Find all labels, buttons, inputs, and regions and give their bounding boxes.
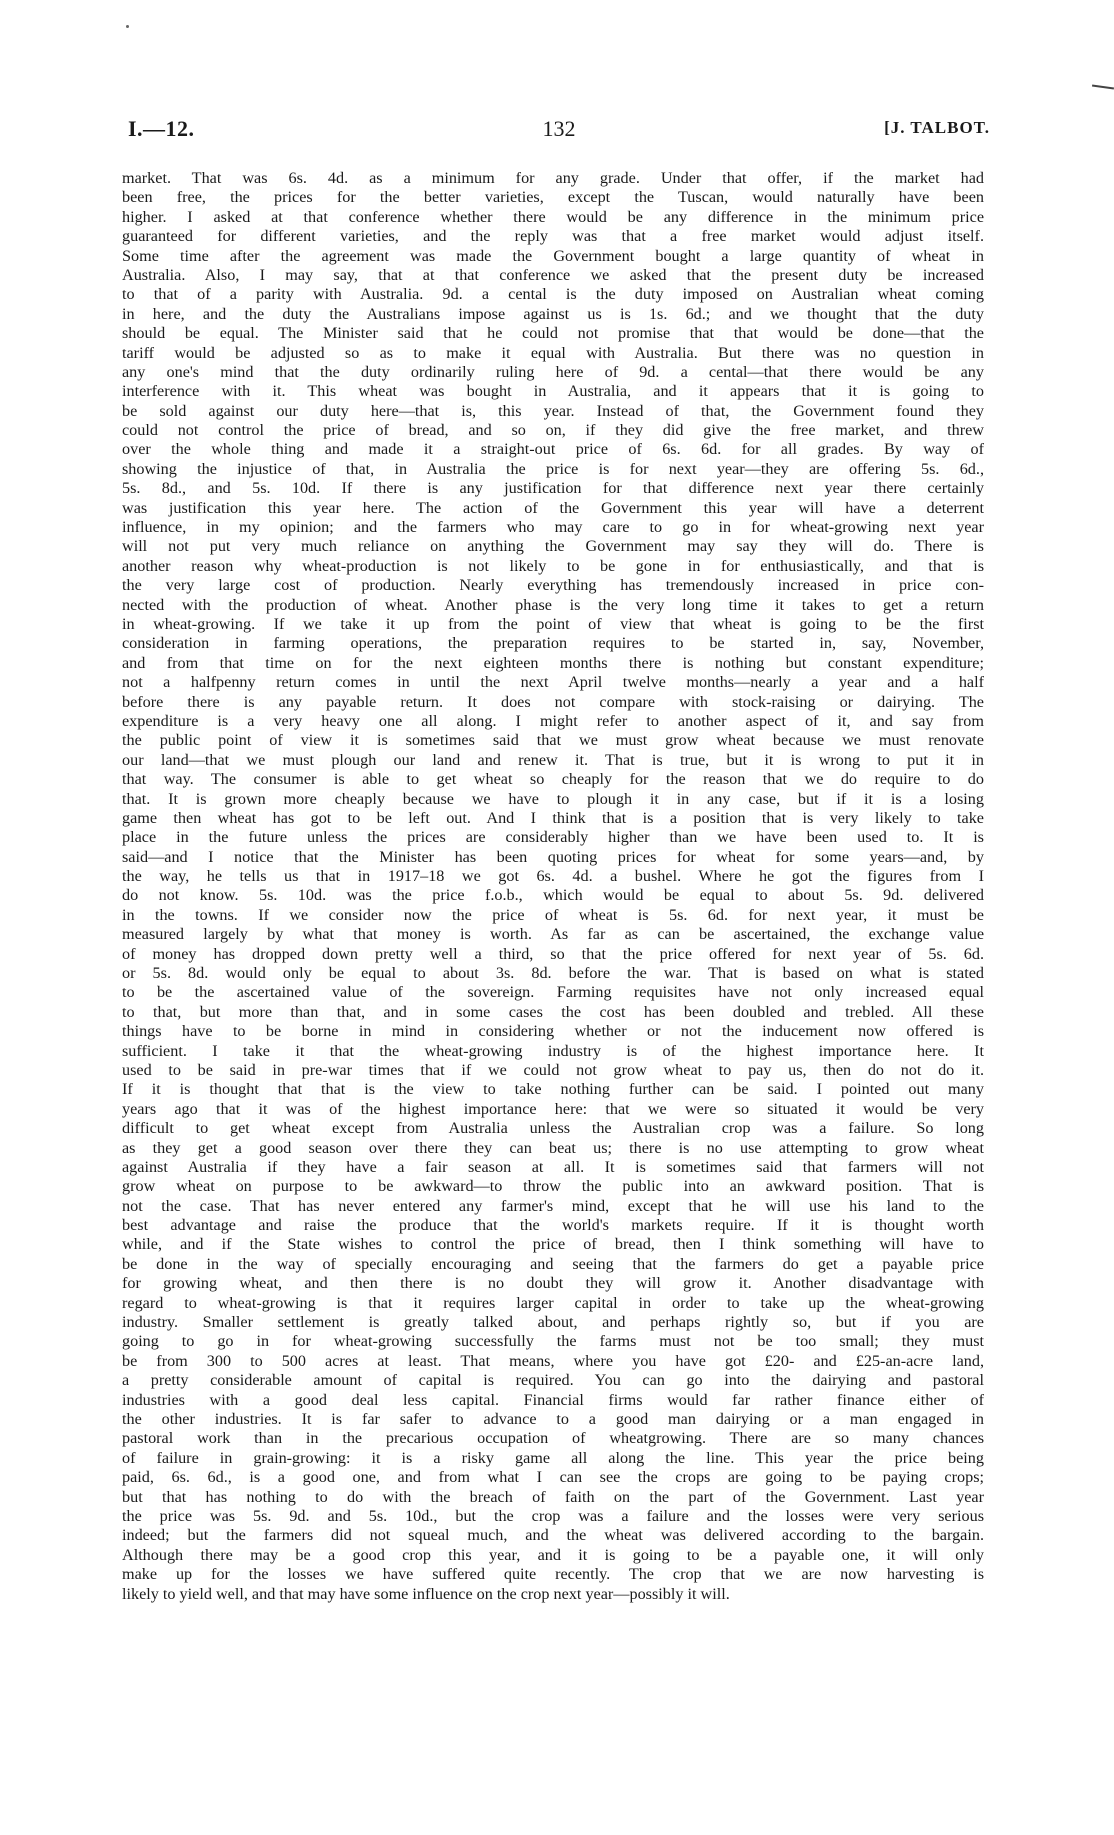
text-line: for growing wheat, and then there is no doubt they will grow it. Another disadvantage with	[122, 1274, 984, 1293]
text-line: do not know. 5s. 10d. was the price f.o.b., which would be equal to about 5s. 9d. delivered	[122, 886, 984, 905]
text-line: any one's mind that the duty ordinarily ruling here of 9d. a cental—that there would be any	[122, 362, 984, 381]
text-line: the public point of view it is sometimes said that we must grow wheat because we must renovate	[122, 731, 984, 750]
text-line: of failure in grain-growing: it is a risky game all along the line. This year the price being	[122, 1448, 984, 1467]
text-line: market. That was 6s. 4d. as a minimum for any grade. Under that offer, if the market had	[122, 169, 984, 187]
text-line: of money has dropped down pretty well a third, so that the price offered for next year of 5s. 6d.	[122, 944, 984, 963]
text-line: against Australia if they have a fair season at all. It is sometimes said that farmers will not	[122, 1157, 984, 1176]
document-reference: I.—12.	[128, 116, 195, 141]
text-line: make up for the losses we have suffered quite recently. The crop that we are now harvesting is	[122, 1565, 984, 1584]
text-line: in here, and the duty the Australians impose against us is 1s. 6d.; and we thought that the duty	[122, 304, 984, 323]
text-line: be from 300 to 500 acres at least. That means, where you have got £20- and £25-an-acre land,	[122, 1351, 984, 1370]
text-line: best advantage and raise the produce that the world's markets require. If it is thought worth	[122, 1216, 984, 1235]
text-line: game then wheat has got to be left out. And I think that is a position that is very likely to take	[122, 808, 984, 827]
body-text	[122, 169, 984, 1604]
text-line: to that, but more than that, and in some cases the cost has been doubled and trebled. All these	[122, 1002, 984, 1021]
text-line: nected with the production of wheat. Another phase is the very long time it takes to get a return	[122, 595, 984, 614]
text-line: years ago that it was of the highest importance here: that we were so situated it would be very	[122, 1099, 984, 1118]
text-line: be done in the way of specially encouraging and seeing that the farmers do get a payable price	[122, 1254, 984, 1273]
text-line: difficult to get wheat except from Australia unless the Australian crop was a failure. So long	[122, 1119, 984, 1138]
text-line: to that of a parity with Australia. 9d. a cental is the duty imposed on Australian wheat coming	[122, 285, 984, 304]
text-line: Some time after the agreement was made the Government bought a large quantity of wheat in	[122, 246, 984, 265]
text-line: influence, in my opinion; and the farmers who may care to go in for wheat-growing next year	[122, 518, 984, 537]
text-line: sufficient. I take it that the wheat-growing industry is of the highest importance here. It	[122, 1041, 984, 1060]
text-line: that way. The consumer is able to get wheat so cheaply for the reason that we do require to do	[122, 770, 984, 789]
speaker-name: [J. TALBOT.	[884, 118, 990, 137]
text-line: not a halfpenny return comes in until the next April twelve months—nearly a year and a half	[122, 673, 984, 692]
text-line: while, and if the State wishes to control the price of bread, then I think something will have to	[122, 1235, 984, 1254]
text-line: things have to be borne in mind in considering whether or not the inducement now offered is	[122, 1022, 984, 1041]
text-line: our land—that we must plough our land and renew it. That is true, but it is wrong to put it in	[122, 750, 984, 769]
text-line: said—and I notice that the Minister has been quoting prices for wheat for some years—and, by	[122, 847, 984, 866]
scan-speck	[126, 25, 129, 28]
text-line: and from that time on for the next eighteen months there is nothing but constant expenditure;	[122, 653, 984, 672]
text-line: indeed; but the farmers did not squeal much, and the wheat was delivered according to the bargain.	[122, 1526, 984, 1545]
page-number: 132	[542, 116, 576, 141]
text-line: grow wheat on purpose to be awkward—to throw the public into an awkward position. That is	[122, 1177, 984, 1196]
text-line: was justification this year here. The action of the Government this year will have a deterrent	[122, 498, 984, 517]
text-line: the way, he tells us that in 1917–18 we got 6s. 4d. a bushel. Where he got the figures from I	[122, 867, 984, 886]
text-line: not the case. That has never entered any farmer's mind, except that he will use his land to the	[122, 1196, 984, 1215]
text-line: consideration in farming operations, the preparation requires to be started in, say, November,	[122, 634, 984, 653]
text-line: tariff would be adjusted so as to make it equal with Australia. But there was no question in	[122, 343, 984, 362]
text-line: a pretty considerable amount of capital is required. You can go into the dairying and pastoral	[122, 1371, 984, 1390]
text-line: should be equal. The Minister said that he could not promise that that would be done—that the	[122, 324, 984, 343]
text-line: as they get a good season over there they can beat us; there is no use attempting to grow wheat	[122, 1138, 984, 1157]
text-line: be sold against our duty here—that is, this year. Instead of that, the Government found they	[122, 401, 984, 420]
text-line: used to be said in pre-war times that if we could not grow wheat to pay us, then do not do it.	[122, 1060, 984, 1079]
text-line: Australia. Also, I may say, that at that conference we asked that the present duty be increased	[122, 265, 984, 284]
text-line: industries with a good deal less capital. Financial firms would far rather finance either of	[122, 1390, 984, 1409]
text-line: the price was 5s. 9d. and 5s. 10d., but the crop was a failure and the losses were very serious	[122, 1506, 984, 1525]
text-line: going to go in for wheat-growing successfully the farms must not be too small; they must	[122, 1332, 984, 1351]
text-line: before there is any payable return. It does not compare with stock-raising or dairying. The	[122, 692, 984, 711]
text-line: to be the ascertained value of the sovereign. Farming requisites have not only increased equal	[122, 983, 984, 1002]
text-line: or 5s. 8d. would only be equal to about 3s. 8d. before the war. That is based on what is stated	[122, 964, 984, 983]
text-line: the other industries. It is far safer to advance to a good man dairying or a man engaged in	[122, 1410, 984, 1428]
text-line: that. It is grown more cheaply because we have to plough it in any case, but if it is a losing	[122, 789, 984, 808]
text-line: in the towns. If we consider now the price of wheat is 5s. 6d. for next year, it must be	[122, 905, 984, 924]
text-line: but that has nothing to do with the breach of faith on the part of the Government. Last year	[122, 1487, 984, 1506]
text-line: guaranteed for different varieties, and the reply was that a free market would adjust itself.	[122, 227, 984, 246]
text-line: over the whole thing and made it a straight-out price of 6s. 6d. for all grades. By way of	[122, 440, 984, 459]
text-line: expenditure is a very heavy one all along. I might refer to another aspect of it, and say from	[122, 711, 984, 730]
text-line: measured largely by what that money is worth. As far as can be ascertained, the exchange value	[122, 925, 984, 944]
text-line: 5s. 8d., and 5s. 10d. If there is any justification for that difference next year there certainly	[122, 479, 984, 498]
text-line: higher. I asked at that conference whether there would be any difference in the minimum price	[122, 207, 984, 226]
page-header	[128, 116, 990, 150]
text-line: showing the injustice of that, in Australia the price is for next year—they are offering 5s. 6d.,	[122, 459, 984, 478]
text-line: could not control the price of bread, and so on, if they did give the free market, and threw	[122, 421, 984, 440]
text-line: paid, 6s. 6d., is a good one, and from what I can see the crops are going to be paying crops;	[122, 1468, 984, 1487]
text-line: been free, the prices for the better varieties, except the Tuscan, would naturally have been	[122, 188, 984, 207]
text-line: the very large cost of production. Nearly everything has tremendously increased in price con-	[122, 576, 984, 595]
text-line: regard to wheat-growing is that it requires larger capital in order to take up the wheat-growing	[122, 1293, 984, 1312]
text-line: Although there may be a good crop this year, and it is going to be a payable one, it will only	[122, 1545, 984, 1564]
text-line: in wheat-growing. If we take it up from the point of view that wheat is going to be the first	[122, 614, 984, 633]
text-line: another reason why wheat-production is not likely to be gone in for enthusiastically, and that is	[122, 556, 984, 575]
text-line: will not put very much reliance on anything the Government may say they will do. There is	[122, 537, 984, 556]
text-line: interference with it. This wheat was bought in Australia, and it appears that it is going to	[122, 382, 984, 401]
scan-edge-mark	[1092, 84, 1114, 89]
text-line: likely to yield well, and that may have some influence on the crop next year—possibly it will.	[122, 1584, 730, 1603]
text-line: industry. Smaller settlement is greatly talked about, and perhaps rightly so, but if you are	[122, 1313, 984, 1332]
text-line: If it is thought that that is the view to take nothing further can be said. I pointed out many	[122, 1080, 984, 1099]
text-line: place in the future unless the prices are considerably higher than we have been used to. It is	[122, 828, 984, 847]
text-line: pastoral work than in the precarious occupation of wheatgrowing. There are so many chances	[122, 1429, 984, 1448]
